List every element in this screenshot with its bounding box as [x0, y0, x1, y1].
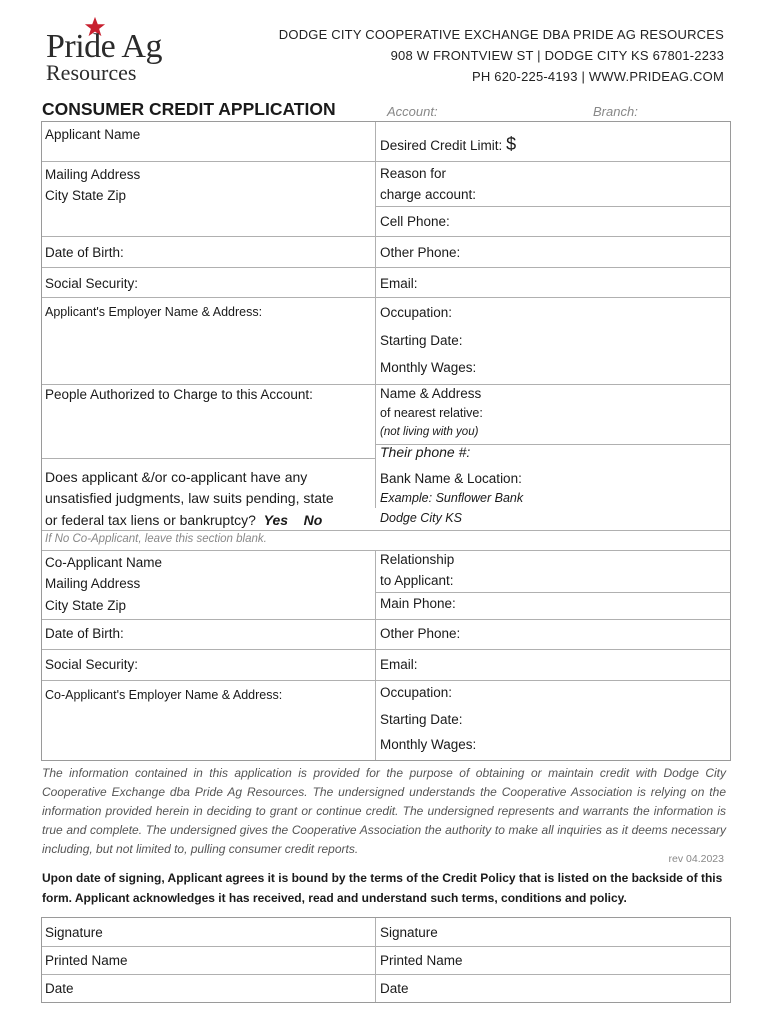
desired-credit-limit-field[interactable]: Desired Credit Limit: $ — [380, 134, 517, 154]
city-state-zip-field[interactable]: City State Zip — [45, 188, 127, 203]
company-contact: PH 620-225-4193 | WWW.PRIDEAG.COM — [472, 69, 724, 84]
bank-example-line2: Dodge City KS — [380, 511, 462, 525]
agreement-text: Upon date of signing, Applicant agrees it is bound by the terms of the Credit Policy that is listed on the backside of this form. Applicant acknowledges it has received, read and understand such terms, conditions and policy. — [42, 871, 723, 905]
coapp-dob-field[interactable]: Date of Birth: — [45, 626, 124, 641]
coapp-other-phone-field[interactable]: Other Phone: — [380, 626, 461, 641]
occupation-field[interactable]: Occupation: — [380, 305, 453, 320]
judgments-question-line1: Does applicant &/or co-applicant have any — [45, 469, 308, 485]
applicant-name-field[interactable]: Applicant Name — [45, 127, 141, 142]
applicant-signature-field[interactable]: Signature — [45, 925, 103, 940]
judgments-question-line2: unsatisfied judgments, law suits pending, state — [45, 490, 334, 506]
coapp-date-field[interactable]: Date — [380, 981, 409, 996]
bank-example-line1: Example: Sunflower Bank — [380, 491, 524, 505]
relative-line1: Name & Address — [380, 386, 482, 401]
employer-field[interactable]: Applicant's Employer Name & Address: — [45, 305, 263, 319]
coapp-ssn-field[interactable]: Social Security: — [45, 657, 139, 672]
coapplicant-note: If No Co-Applicant, leave this section blank. — [45, 533, 267, 545]
email-field[interactable]: Email: — [380, 276, 418, 291]
signature-block — [41, 917, 731, 1003]
authorized-people-field[interactable]: People Authorized to Charge to this Account: — [45, 387, 313, 402]
relative-field[interactable]: of nearest relative: — [380, 406, 483, 420]
coapp-city-field[interactable]: City State Zip — [45, 598, 127, 613]
relative-note: (not living with you) — [380, 426, 479, 438]
judgments-question-line3: or federal tax liens or bankruptcy? Yes No — [45, 512, 323, 528]
coapp-signature-field[interactable]: Signature — [380, 925, 438, 940]
applicant-date-field[interactable]: Date — [45, 981, 74, 996]
coapp-mailing-field[interactable]: Mailing Address — [45, 576, 141, 591]
page-title: CONSUMER CREDIT APPLICATION — [42, 99, 336, 119]
coapp-starting-date-field[interactable]: Starting Date: — [380, 712, 463, 727]
reason-field[interactable]: charge account: — [380, 187, 477, 202]
their-phone-field[interactable]: Their phone #: — [380, 444, 471, 460]
other-phone-field[interactable]: Other Phone: — [380, 245, 461, 260]
cell-phone-field[interactable]: Cell Phone: — [380, 214, 450, 229]
yes-option[interactable]: Yes — [263, 512, 289, 528]
applicant-printed-name-field[interactable]: Printed Name — [45, 953, 128, 968]
starting-date-field[interactable]: Starting Date: — [380, 333, 463, 348]
date-of-birth-field[interactable]: Date of Birth: — [45, 245, 124, 260]
relationship-field[interactable]: to Applicant: — [380, 573, 454, 588]
coapp-monthly-wages-field[interactable]: Monthly Wages: — [380, 737, 477, 752]
main-phone-field[interactable]: Main Phone: — [380, 596, 456, 611]
monthly-wages-field[interactable]: Monthly Wages: — [380, 360, 477, 375]
branch-label: Branch: — [593, 104, 638, 119]
application-form — [41, 121, 731, 761]
revision-label: rev 04.2023 — [668, 853, 724, 865]
coapp-email-field[interactable]: Email: — [380, 657, 418, 672]
relationship-line1: Relationship — [380, 552, 455, 567]
disclaimer-text: The information contained in this application is provided for the purpose of obtaining or maintain credit with Dodge City Cooperative Exchange dba Pride Ag Resources. The undersigned understands the Cooperative Association is relying on the information provided herein in deciding to grant or continue credit. The undersigned represents and warrants the information is true and complete. The undersigned gives the Cooperative Association the authority to make all inquiries as it deems necessary including, but not limited to, pulling consumer credit reports. — [42, 766, 726, 856]
company-logo — [44, 16, 214, 88]
logo-subtitle: Resources — [46, 60, 137, 85]
no-option[interactable]: No — [303, 512, 323, 528]
logo-title: Pride Ag — [46, 28, 162, 65]
coapp-name-field[interactable]: Co-Applicant Name — [45, 555, 163, 570]
company-address: 908 W FRONTVIEW ST | DODGE CITY KS 67801-2233 — [390, 48, 724, 63]
dollar-sign: $ — [506, 134, 517, 154]
bank-field[interactable]: Bank Name & Location: — [380, 471, 522, 486]
reason-line1: Reason for — [380, 166, 447, 181]
coapp-employer-field[interactable]: Co-Applicant's Employer Name & Address: — [45, 688, 283, 702]
coapp-occupation-field[interactable]: Occupation: — [380, 685, 453, 700]
company-name: DODGE CITY COOPERATIVE EXCHANGE DBA PRIDE AG RESOURCES — [278, 27, 724, 42]
mailing-address-field[interactable]: Mailing Address — [45, 167, 141, 182]
account-label: Account: — [387, 104, 438, 119]
coapp-printed-name-field[interactable]: Printed Name — [380, 953, 463, 968]
social-security-field[interactable]: Social Security: — [45, 276, 139, 291]
